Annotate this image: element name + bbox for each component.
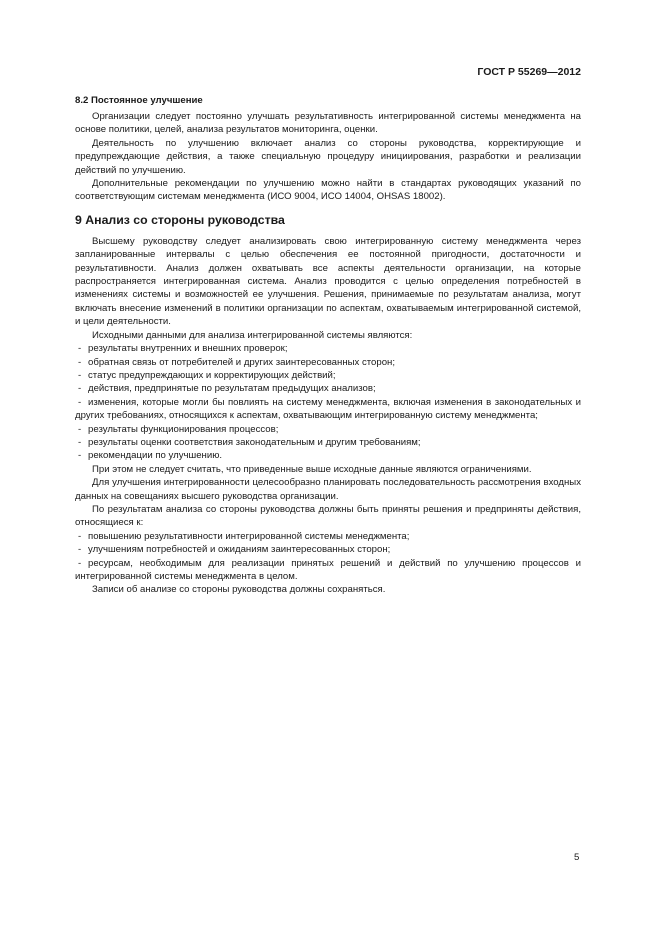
list-item: - результаты функционирования процессов; xyxy=(78,423,279,435)
paragraph: По результатам анализа со стороны руководства должны быть приняты решения и предприняты действия, относящиеся к: xyxy=(75,503,581,529)
list-item: - действия, предпринятые по результатам предыдущих анализов; xyxy=(78,383,376,395)
paragraph: Записи об анализе со стороны руководства должны сохраняться. xyxy=(92,584,386,596)
list-item: - результаты оценки соответствия законодательным и другим требованиям; xyxy=(78,436,421,448)
paragraph: Высшему руководству следует анализировать свою интегрированную систему менеджмента через запланированные интервалы с целью обеспечения ее постоянной пригодности, достаточности и результативности. Анализ должен охватывать все аспекты деятельности организации, на которые распространяется интегрированная система. Анализ проводится с целью определения потребностей в изменениях системы и возможностей ее улучшения. Решения, принимаемые по результатам анализа, могут включать внесение изменений в политики организации по аспектам, охватываемым интегрированной системой, и цели деятельности. xyxy=(75,235,581,328)
list-item: - статус предупреждающих и корректирующих действий; xyxy=(78,369,336,381)
paragraph: Дополнительные рекомендации по улучшению можно найти в стандартах руководящих указаний по соответствующим системам менеджмента (ИСО 9004, ИСО 14004, OHSAS 18002). xyxy=(75,178,581,203)
paragraph: Исходными данными для анализа интегрированной системы являются: xyxy=(92,329,413,341)
section-8-2-heading: 8.2 Постоянное улучшение xyxy=(75,95,203,106)
paragraph: Организации следует постоянно улучшать результативность интегрированной системы менеджмента на основе политики, целей, анализа результатов мониторинга, оценки. xyxy=(75,111,581,136)
page-content xyxy=(75,94,581,597)
list-item: - улучшениям потребностей и ожиданиям заинтересованных сторон; xyxy=(78,544,391,556)
list-item: - рекомендации по улучшению. xyxy=(78,450,223,462)
list-item: - изменения, которые могли бы повлиять на систему менеджмента, включая изменения в законодательных и других требованиях, относящихся к аспектам, охватывающим интегрированную систему менеджмента; xyxy=(75,396,581,422)
list-item: - результаты внутренних и внешних проверок; xyxy=(78,343,288,355)
paragraph: Для улучшения интегрированности целесообразно планировать последовательность рассмотрения входных данных на совещаниях высшего руководства организации. xyxy=(75,477,581,502)
paragraph: При этом не следует считать, что приведенные выше исходные данные являются ограничениями. xyxy=(92,463,532,475)
page-number: 5 xyxy=(574,852,580,863)
section-9-heading: 9 Анализ со стороны руководства xyxy=(75,212,285,227)
list-item: - обратная связь от потребителей и других заинтересованных сторон; xyxy=(78,356,396,368)
document-code: ГОСТ Р 55269—2012 xyxy=(477,66,581,78)
list-item: - ресурсам, необходимым для реализации принятых решений и действий по улучшению процессов и интегрированной системы менеджмента в целом. xyxy=(75,557,581,582)
list-item: - повышению результативности интегрированной системы менеджмента; xyxy=(78,530,410,542)
paragraph: Деятельность по улучшению включает анализ со стороны руководства, корректирующие и предупреждающие действия, а также специальную процедуру инициирования, разработки и реализации действий по улучшению. xyxy=(75,137,581,176)
